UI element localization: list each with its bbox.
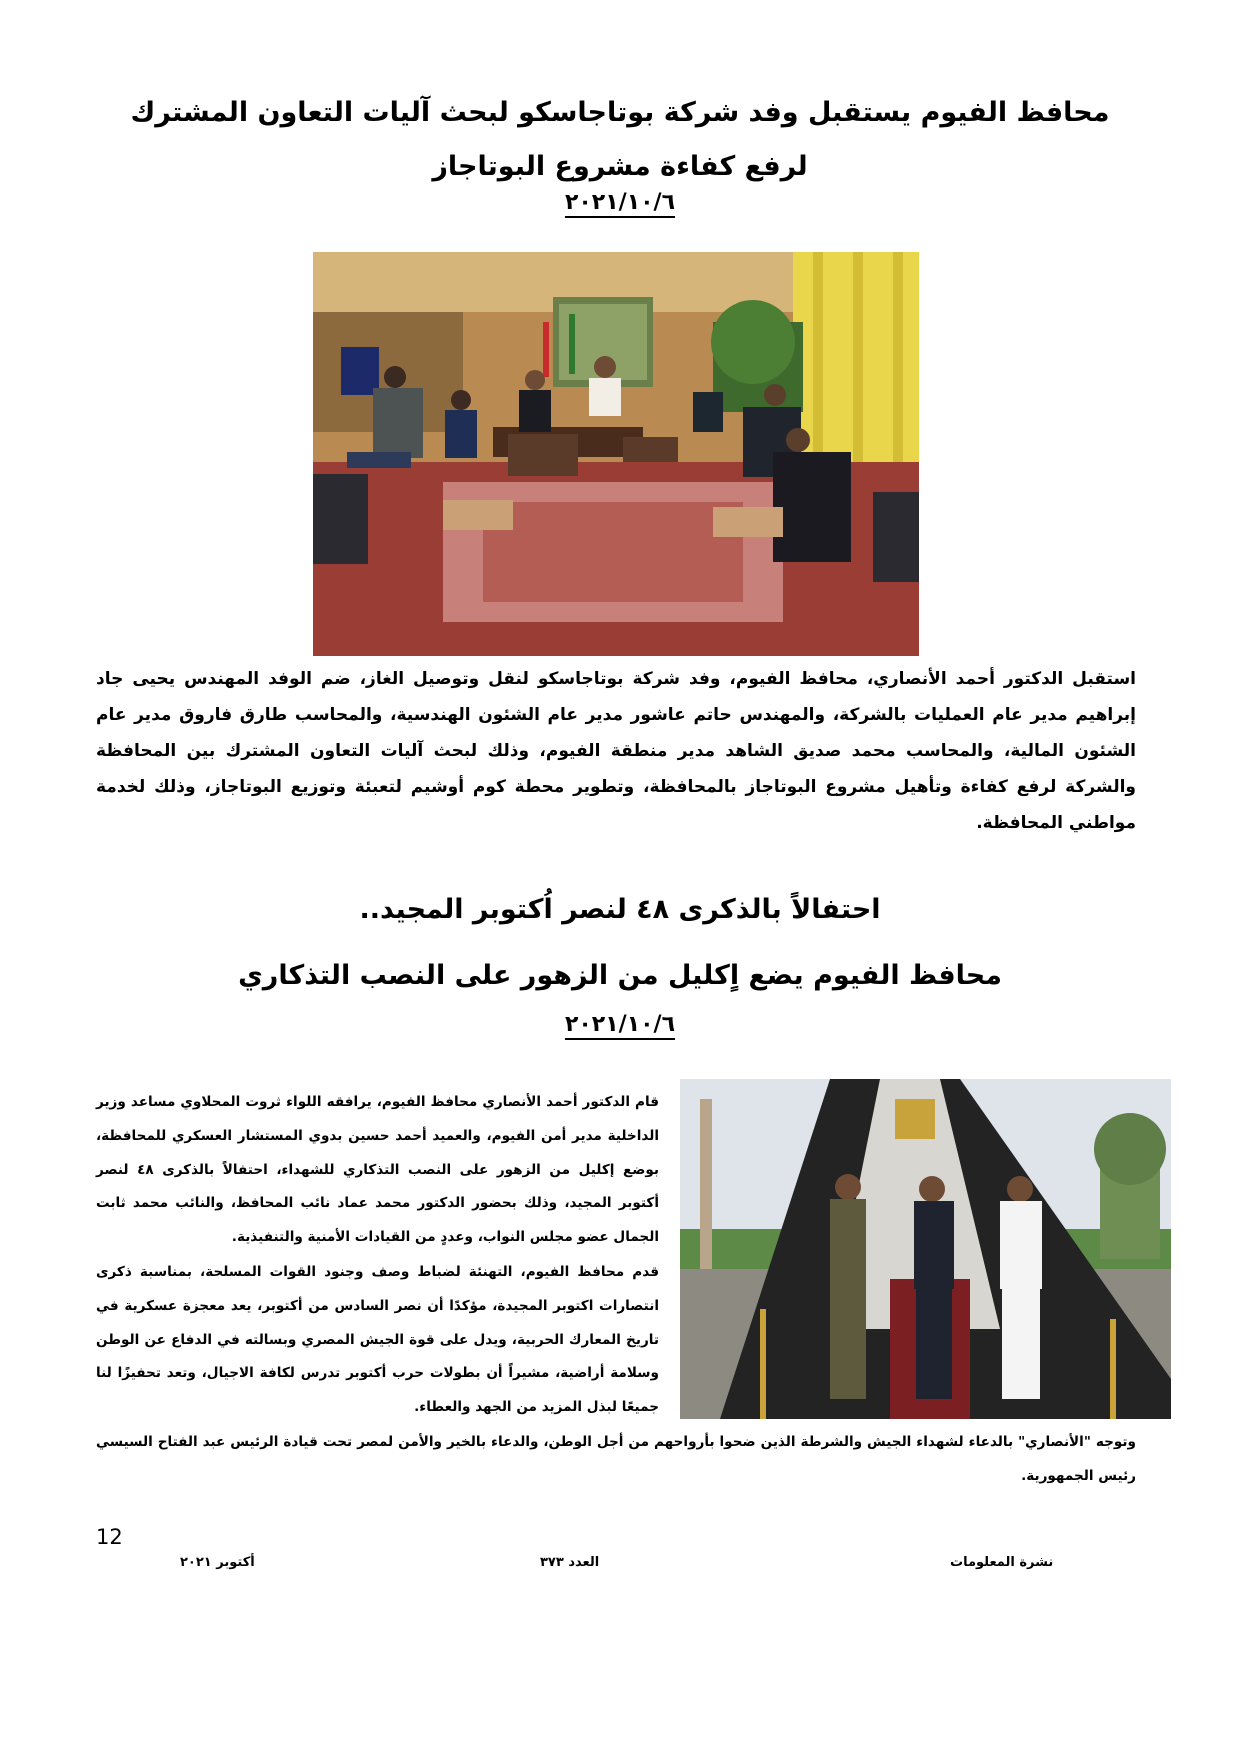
article2-title-line2: محافظ الفيوم يضع اٍكليل من الزهور على النصب التذكاري: [238, 960, 1002, 991]
footer-issue: العدد ٣٧٣: [540, 1555, 600, 1570]
footer-publication: نشرة المعلومات: [950, 1555, 1054, 1570]
article1-body: استقبل الدكتور أحمد الأنصاري، محافظ الفيوم، وفد شركة بوتاجاسكو لنقل وتوصيل الغاز، ضم الوفد المهندس يحيى جاد إبراهيم مدير عام العمليات بالشركة، والمهندس حاتم عاشور مدير عام الشئون الهندسية، والمحاسب طارق فاروق مدير عام الشئون المالية، والمحاسب محمد صديق الشاهد مدير منطقة الفيوم، وذلك لبحث آليات التعاون المشترك بين المحافظة والشركة لرفع كفاءة وتأهيل مشروع البوتاجاز بالمحافظة، وتطوير محطة كوم أوشيم لتعبئة وتوزيع البوتاجاز، وذلك لخدمة مواطني المحافظة.: [96, 669, 1136, 833]
article2-body-p2: قدم محافظ الفيوم، التهنئة لضباط وصف وجنود القوات المسلحة، بمناسبة ذكرى انتصارات اكتوبر المجيدة، مؤكدًا أن نصر السادس من أكتوبر، يعد معجزة عسكرية في تاريخ المعارك الحربية، ويدل على قوة الجيش المصري وبسالته في الدفاع عن الوطن وسلامة أراضية، مشيراً أن بطولات حرب أكتوبر تدرس لكافة الاجيال، وتعد تحفيزًا لنا جميعًا لبذل المزيد من الجهد والعطاء.: [96, 1264, 659, 1416]
article2-photo: [680, 1079, 1171, 1419]
article2-title-line1: احتفالاً بالذكرى ٤٨ لنصر اُكتوبر المجيد..: [359, 894, 881, 925]
article2-body-p3: وتوجه "الأنصاري" بالدعاء لشهداء الجيش والشرطة الذين ضحوا بأرواحهم من أجل الوطن، والدعاء بالخير والأمن لمصر تحت قيادة الرئيس عبد الفتاح السيسي رئيس الجمهورية.: [96, 1434, 1136, 1484]
page-number: 12: [96, 1525, 123, 1549]
article2-date: ٢٠٢١/١٠/٦: [564, 1012, 676, 1037]
article1-date: ٢٠٢١/١٠/٦: [564, 190, 676, 215]
article2-body-p1: قام الدكتور أحمد الأنصاري محافظ الفيوم، يرافقه اللواء ثروت المحلاوي مساعد وزير الداخلية مدير أمن الفيوم، والعميد أحمد حسين بدوي المستشار العسكري للمحافظة، بوضع إكليل من الزهور على النصب التذكاري للشهداء، احتفالاً بالذكرى ٤٨ لنصر أكتوبر المجيد، وذلك بحضور الدكتور محمد عماد نائب المحافظ، والنائب محمد ثابت الجمال عضو مجلس النواب، وعددٍ من القيادات الأمنية والتنفيذية.: [96, 1094, 660, 1246]
article1-photo: [313, 252, 919, 656]
footer-month: أكتوبر ٢٠٢١: [180, 1555, 255, 1570]
article1-title: محافظ الفيوم يستقبل وفد شركة بوتاجاسكو لبحث آليات التعاون المشترك لرفع كفاءة مشروع البوتاجاز: [130, 97, 1110, 182]
